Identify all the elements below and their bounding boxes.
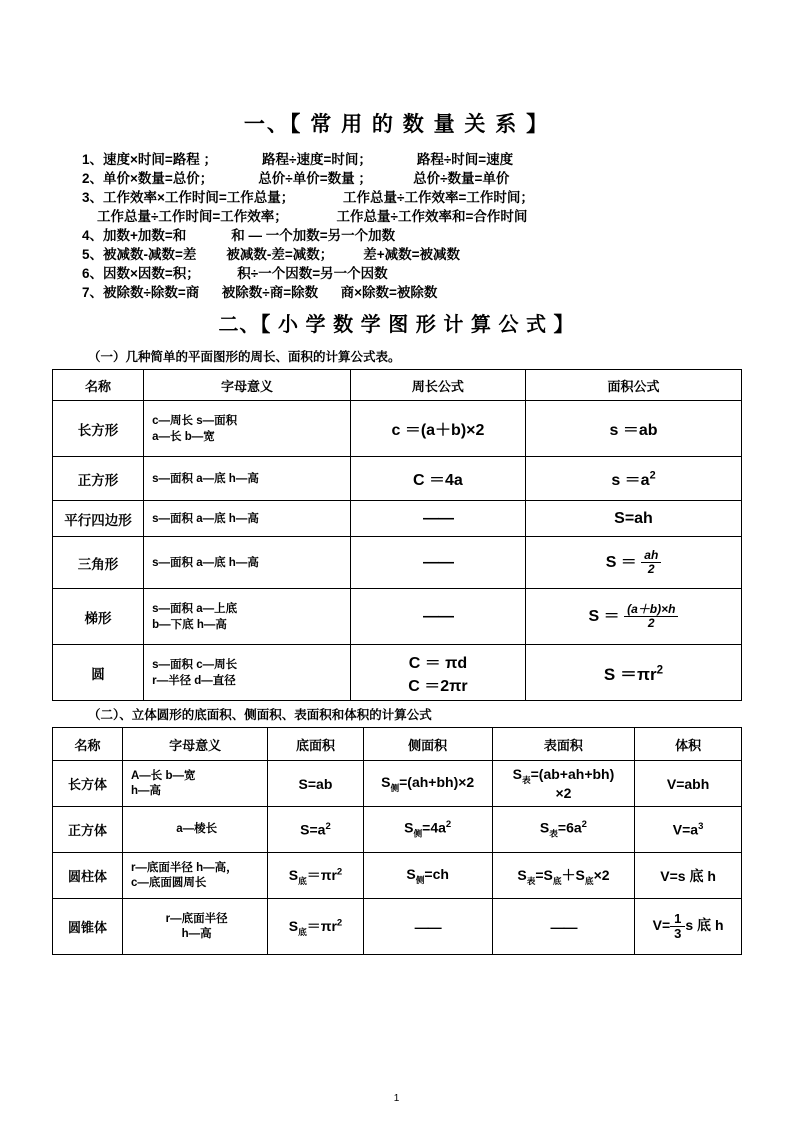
section-2-title: 二、【 小 学 数 学 图 形 计 算 公 式 】 xyxy=(218,314,575,336)
perimeter-line: C ＝ πd xyxy=(408,654,468,672)
volume-formula: V=abh xyxy=(635,761,742,807)
solid-meaning xyxy=(122,899,267,955)
table-row xyxy=(53,807,742,853)
relation-item: 1、速度×时间=路程 ； 路程÷速度=时间； 路程÷时间=速度 xyxy=(82,152,514,167)
col-header-base-area: 底面积 xyxy=(268,728,363,761)
formula-symbol: S xyxy=(406,865,416,882)
figure-name: 长方形 xyxy=(53,401,144,457)
formula-subscript: 底 xyxy=(298,875,307,886)
solid-meaning xyxy=(122,853,267,899)
table2-caption: （二）、立体圆形的底面积、侧面积、表面积和体积的计算公式 xyxy=(88,708,432,722)
relation-item: 4、加数+加数=和 和 — 一个加数=另一个加数 xyxy=(82,228,396,243)
col-header-perimeter: 周长公式 xyxy=(350,370,525,401)
fraction-denominator: 2 xyxy=(647,562,655,577)
formula-rest: =(ab+ah+bh) xyxy=(530,765,615,782)
col-header-meaning: 字母意义 xyxy=(144,370,351,401)
formula-subscript: 表 xyxy=(549,828,558,839)
surface-area-formula xyxy=(492,807,634,853)
meaning-line: a—长 b—宽 xyxy=(152,430,215,443)
meaning-line: s—面积 c—周长 xyxy=(152,658,238,671)
formula-rest: S=a xyxy=(300,821,326,838)
table-header-row xyxy=(53,728,742,761)
area-exponent: 2 xyxy=(649,469,656,482)
figure-meaning xyxy=(144,401,351,457)
formula-exponent: 2 xyxy=(336,916,343,928)
figure-meaning: s—面积 a—底 h—高 xyxy=(144,457,351,501)
formula-rest: =(ah+bh)×2 xyxy=(399,773,475,790)
base-area-formula xyxy=(268,807,363,853)
relation-item: 工作总量÷工作时间=工作效率； 工作总量÷工作效率和=合作时间 xyxy=(82,209,528,224)
area-fraction xyxy=(641,549,661,576)
lateral-area-formula xyxy=(363,761,492,807)
figure-meaning xyxy=(144,589,351,645)
solid-name: 圆柱体 xyxy=(53,853,123,899)
surface-line xyxy=(498,766,629,786)
table-row xyxy=(53,589,742,645)
surface-area-formula xyxy=(492,761,634,807)
solid-meaning xyxy=(122,761,267,807)
table-row xyxy=(53,899,742,955)
surface-area-formula xyxy=(492,853,634,899)
formula-rest: ×2 xyxy=(593,866,610,883)
solid-meaning: a—棱长 xyxy=(122,807,267,853)
meaning-line: r—底面半径 xyxy=(165,912,228,925)
area-formula xyxy=(525,537,741,589)
figure-meaning: s—面积 a—底 h—高 xyxy=(144,501,351,537)
formula-exponent: 2 xyxy=(325,821,331,833)
plane-figure-formula-table xyxy=(52,369,742,701)
meaning-line: r—底面半径 h—高， xyxy=(130,861,238,874)
table-row xyxy=(53,457,742,501)
meaning-line: b—下底 h—高 xyxy=(152,618,227,631)
formula-subscript: 表 xyxy=(526,875,536,886)
perimeter-line: C ＝2πr xyxy=(408,677,468,695)
perimeter-formula xyxy=(350,645,525,701)
lateral-area-formula xyxy=(363,853,492,899)
perimeter-formula: —— xyxy=(350,501,525,537)
formula-subscript: 底 xyxy=(298,926,307,937)
figure-name: 三角形 xyxy=(53,537,144,589)
relation-item: 6、因数×因数=积； 积÷一个因数=另一个因数 xyxy=(82,266,388,281)
col-header-volume: 体积 xyxy=(635,728,742,761)
formula-exponent: 3 xyxy=(698,821,704,833)
solid-figure-formula-table xyxy=(52,727,742,955)
formula-rest: =S xyxy=(535,866,553,883)
formula-symbol: V= xyxy=(652,917,671,934)
table-row xyxy=(53,761,742,807)
formula-subscript: 底 xyxy=(552,875,562,886)
page-number: 1 xyxy=(393,1093,400,1104)
quantity-relations-list xyxy=(82,150,741,302)
formula-subscript: 侧 xyxy=(390,782,400,793)
area-formula xyxy=(525,645,741,701)
fraction-numerator: ah xyxy=(641,549,661,563)
col-header-name: 名称 xyxy=(53,728,123,761)
figure-name: 梯形 xyxy=(53,589,144,645)
formula-symbol: S xyxy=(288,917,299,934)
perimeter-formula: —— xyxy=(350,589,525,645)
area-formula xyxy=(525,589,741,645)
section-1-title: 一、【 常 用 的 数 量 关 系 】 xyxy=(243,113,550,136)
figure-name: 平行四边形 xyxy=(53,501,144,537)
table-row xyxy=(53,853,742,899)
relation-item: 7、被除数÷除数=商 被除数÷商=除数 商×除数=被除数 xyxy=(82,285,438,300)
formula-symbol: S xyxy=(512,765,522,782)
area-formula: S=ah xyxy=(525,501,741,537)
col-header-lateral-area: 侧面积 xyxy=(363,728,492,761)
meaning-line: h—高 xyxy=(181,927,212,940)
table1-caption: （一）几种简单的平面图形的周长、面积的计算公式表。 xyxy=(88,350,401,364)
formula-rest: =6a xyxy=(557,819,582,836)
table-row xyxy=(53,537,742,589)
base-area-formula xyxy=(268,853,363,899)
area-formula xyxy=(525,457,741,501)
formula-symbol: S xyxy=(288,866,299,883)
solid-name: 正方体 xyxy=(53,807,123,853)
formula-rest: s 底 h xyxy=(685,917,724,934)
lateral-area-formula xyxy=(363,807,492,853)
table-row xyxy=(53,501,742,537)
solid-name: 圆锥体 xyxy=(53,899,123,955)
formula-rest: ＝πr xyxy=(306,917,337,934)
figure-name: 圆 xyxy=(53,645,144,701)
fraction-numerator: (a＋b)×h xyxy=(624,603,678,617)
area-prefix: S ＝ xyxy=(605,553,637,571)
meaning-line: c—底面圆周长 xyxy=(130,876,207,889)
formula-subscript: 底 xyxy=(584,875,594,886)
formula-symbol: S xyxy=(381,773,391,790)
table-header-row xyxy=(53,370,742,401)
relation-item: 5、被减数-减数=差 被减数-差=减数； 差+减数=被减数 xyxy=(82,247,461,262)
area-exponent: 2 xyxy=(656,664,664,677)
table-row xyxy=(53,645,742,701)
relation-item: 3、工作效率×工作时间=工作总量； 工作总量÷工作效率=工作时间； xyxy=(82,190,534,205)
col-header-name: 名称 xyxy=(53,370,144,401)
col-header-surface-area: 表面积 xyxy=(492,728,634,761)
col-header-meaning: 字母意义 xyxy=(122,728,267,761)
volume-formula: V=s 底 h xyxy=(635,853,742,899)
volume-formula xyxy=(635,807,742,853)
formula-symbol: S xyxy=(404,819,414,836)
figure-meaning: s—面积 a—底 h—高 xyxy=(144,537,351,589)
meaning-line: c—周长 s—面积 xyxy=(152,414,238,427)
meaning-line: r—半径 d—直径 xyxy=(152,674,236,687)
volume-formula xyxy=(635,899,742,955)
base-area-formula xyxy=(268,899,363,955)
formula-exponent: 2 xyxy=(336,865,343,877)
volume-fraction xyxy=(670,912,685,941)
area-base: s ＝a xyxy=(611,472,650,489)
perimeter-formula: C ＝4a xyxy=(350,457,525,501)
formula-subscript: 表 xyxy=(521,774,531,785)
base-area-formula: S=ab xyxy=(268,761,363,807)
solid-name: 长方体 xyxy=(53,761,123,807)
formula-exponent: 2 xyxy=(581,819,587,831)
formula-rest: V=a xyxy=(672,821,699,838)
col-header-area: 面积公式 xyxy=(525,370,741,401)
table-row xyxy=(53,401,742,457)
figure-name: 正方形 xyxy=(53,457,144,501)
area-base: S ＝πr xyxy=(603,665,657,684)
formula-rest: =ch xyxy=(424,865,449,882)
meaning-line: h—高 xyxy=(130,784,161,797)
perimeter-formula: —— xyxy=(350,537,525,589)
fraction-denominator: 2 xyxy=(647,616,655,631)
formula-rest: ＋S xyxy=(561,866,585,883)
lateral-area-formula: —— xyxy=(363,899,492,955)
formula-subscript: 侧 xyxy=(413,828,423,839)
formula-exponent: 2 xyxy=(445,819,452,831)
formula-rest: =4a xyxy=(422,819,446,836)
surface-line: ×2 xyxy=(555,785,572,802)
formula-subscript: 侧 xyxy=(415,874,425,885)
formula-rest: ＝πr xyxy=(306,866,337,883)
fraction-denominator: 3 xyxy=(674,926,682,941)
fraction-numerator: 1 xyxy=(670,912,685,927)
figure-meaning xyxy=(144,645,351,701)
area-formula: s ＝ab xyxy=(525,401,741,457)
formula-symbol: S xyxy=(539,819,550,836)
area-prefix: S ＝ xyxy=(588,607,620,625)
relation-item: 2、单价×数量=总价； 总价÷单价=数量 ； 总价÷数量=单价 xyxy=(82,171,510,186)
perimeter-formula: c ＝(a＋b)×2 xyxy=(350,401,525,457)
surface-area-formula: —— xyxy=(492,899,634,955)
area-fraction xyxy=(624,603,678,630)
meaning-line: A—长 b—宽 xyxy=(130,769,196,782)
formula-symbol: S xyxy=(517,866,527,883)
meaning-line: s—面积 a—上底 xyxy=(152,602,238,615)
